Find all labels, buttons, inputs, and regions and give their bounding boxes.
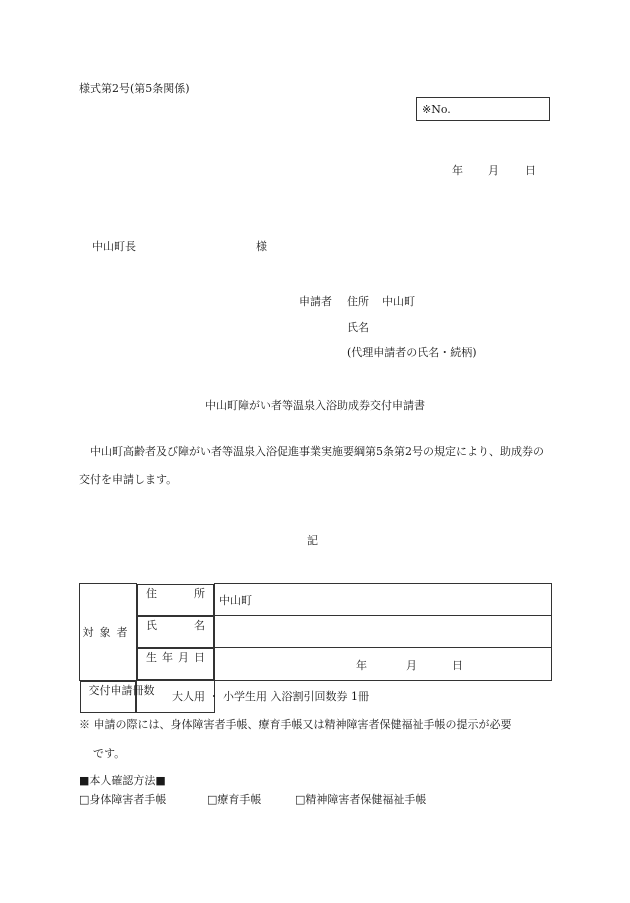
applicant-name-label: 氏名 [347, 321, 369, 334]
applicant-label: 申請者 [299, 295, 332, 308]
document-title: 中山町障がい者等温泉入浴助成券交付申請書 [205, 399, 425, 412]
ki-heading: 記 [307, 534, 318, 547]
subject-birthdate-value: 年 月 日 [215, 648, 552, 681]
recipient-honorific: 様 [256, 240, 267, 253]
birthdate-label-cell: 生 年 月 日 [137, 648, 214, 680]
date-month: 月 [488, 164, 499, 177]
date-day: 日 [525, 164, 536, 177]
subject-name-value [215, 616, 552, 648]
subject-label: 対象者 [80, 584, 137, 681]
option-physical-disability-certificate[interactable]: □身体障害者手帳 [79, 793, 167, 806]
option-mental-disability-certificate[interactable]: □精神障害者保健福祉手帳 [295, 793, 427, 806]
subject-address-value: 中山町 [215, 584, 552, 616]
reception-number-box [416, 97, 550, 121]
option-rehabilitation-certificate[interactable]: □療育手帳 [207, 793, 262, 806]
date-year: 年 [452, 164, 463, 177]
address-label-cell: 住 所 [137, 584, 214, 616]
notice-line-2: です。 [93, 747, 126, 760]
issue-count-value: 大人用 ・ 小学生用 入浴割引回数券 1冊 [137, 680, 215, 713]
recipient-name: 中山町長 [92, 240, 136, 253]
reception-number-label: ※No. [422, 103, 451, 116]
application-details-table [79, 583, 552, 713]
applicant-address-label: 住所 [347, 295, 369, 308]
application-statement: 中山町高齢者及び障がい者等温泉入浴促進事業実施要綱第5条第2号の規定により、助成券の交付を申請します。 [79, 445, 544, 486]
proxy-applicant-note: (代理申請者の氏名・続柄) [347, 346, 477, 359]
name-label-cell: 氏 名 [137, 616, 214, 648]
issue-count-label-cell: 交 付 申 請 冊 数 [80, 681, 137, 713]
form-number: 様式第2号(第5条関係) [79, 82, 190, 95]
notice-line-1: ※ 申請の際には、身体障害者手帳、療育手帳又は精神障害者保健福祉手帳の提示が必要 [79, 718, 512, 731]
applicant-address-value: 中山町 [382, 295, 415, 308]
identity-confirmation-title: ■本人確認方法■ [79, 774, 166, 787]
